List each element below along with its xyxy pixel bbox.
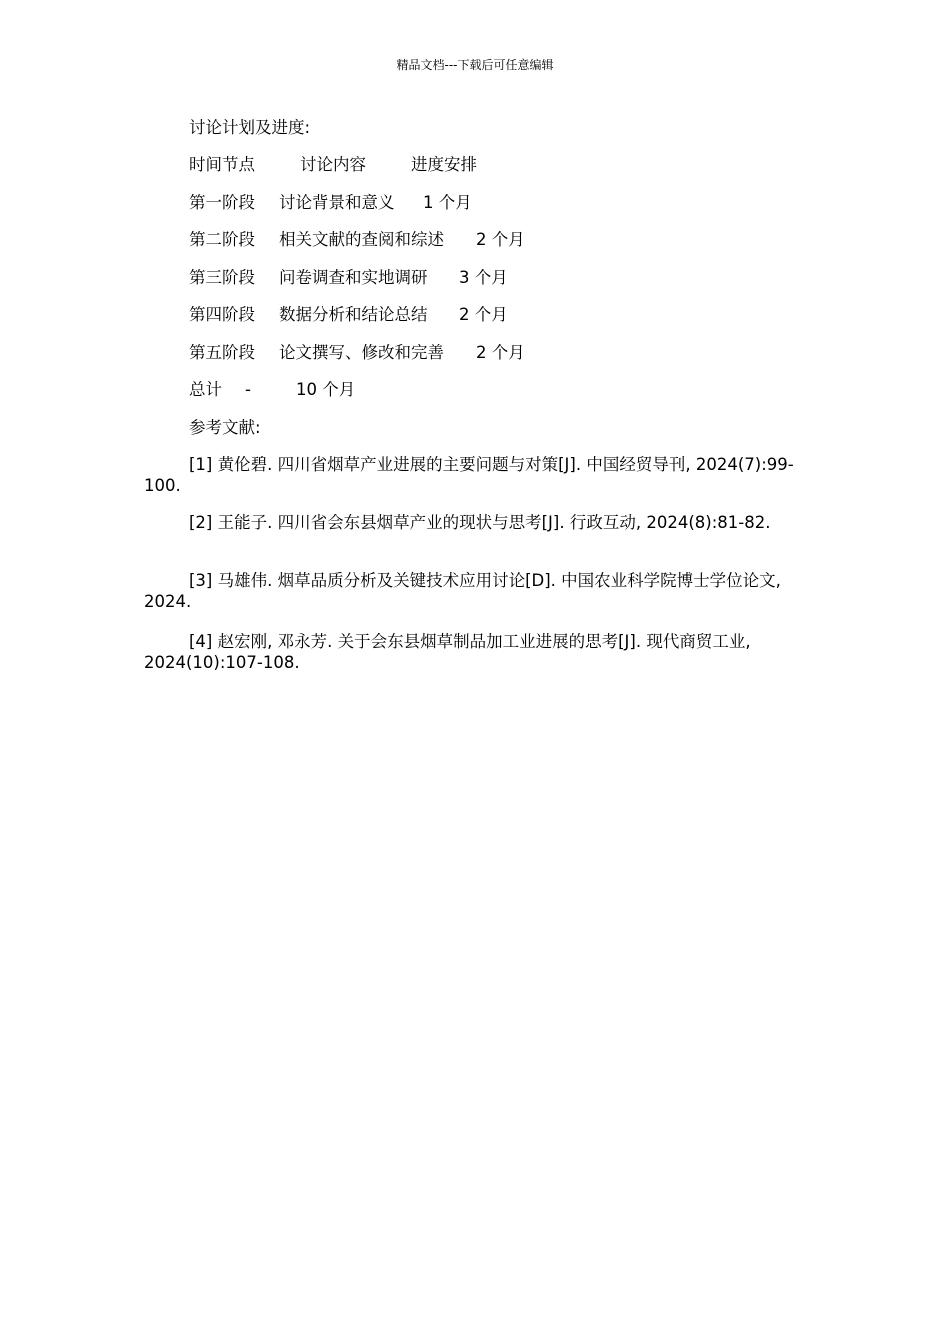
plan-total-label: 总计: [189, 380, 222, 399]
plan-total-row: [189, 379, 355, 401]
references-heading: 参考文献:: [189, 418, 261, 437]
plan-row: [189, 304, 508, 326]
plan-row-stage: 第三阶段: [189, 268, 255, 287]
plan-row-content: 问卷调查和实地调研: [279, 268, 428, 287]
plan-row-content: 论文撰写、修改和完善: [279, 343, 444, 362]
plan-row-stage: 第五阶段: [189, 343, 255, 362]
column-header-time: 时间节点: [189, 155, 255, 174]
plan-row-content: 相关文献的查阅和综述: [279, 230, 444, 249]
plan-row-duration: 3 个月: [459, 268, 508, 287]
plan-row-stage: 第一阶段: [189, 193, 255, 212]
column-header-schedule: 进度安排: [411, 155, 477, 174]
plan-row-duration: 1 个月: [423, 193, 472, 212]
plan-column-headers: [189, 154, 477, 176]
plan-total-duration: 10 个月: [296, 380, 356, 399]
plan-row-content: 讨论背景和意义: [279, 193, 395, 212]
plan-row-content: 数据分析和结论总结: [279, 305, 428, 324]
reference-item: [4] 赵宏刚, 邓永芳. 关于会东县烟草制品加工业进展的思考[J]. 现代商贸工业, 2024(10):107-108.: [144, 632, 751, 672]
plan-row: [189, 192, 472, 214]
plan-row: [189, 342, 525, 364]
plan-row-duration: 2 个月: [459, 305, 508, 324]
plan-row-stage: 第二阶段: [189, 230, 255, 249]
plan-row-duration: 2 个月: [476, 230, 525, 249]
page-header-watermark: 精品文档---下载后可任意编辑: [396, 58, 554, 72]
reference-item: [2] 王能子. 四川省会东县烟草产业的现状与思考[J]. 行政互动, 2024(8):81-82.: [189, 513, 771, 532]
plan-row-duration: 2 个月: [476, 343, 525, 362]
plan-row: [189, 229, 525, 251]
plan-heading: 讨论计划及进度:: [189, 118, 311, 137]
plan-row: [189, 267, 508, 289]
column-header-content: 讨论内容: [300, 155, 366, 174]
reference-item: [1] 黄伦碧. 四川省烟草产业进展的主要问题与对策[J]. 中国经贸导刊, 2024(7):99-100.: [144, 455, 794, 495]
plan-row-stage: 第四阶段: [189, 305, 255, 324]
reference-item: [3] 马雄伟. 烟草品质分析及关键技术应用讨论[D]. 中国农业科学院博士学位论文, 2024.: [144, 571, 781, 611]
plan-total-content: -: [245, 380, 251, 399]
